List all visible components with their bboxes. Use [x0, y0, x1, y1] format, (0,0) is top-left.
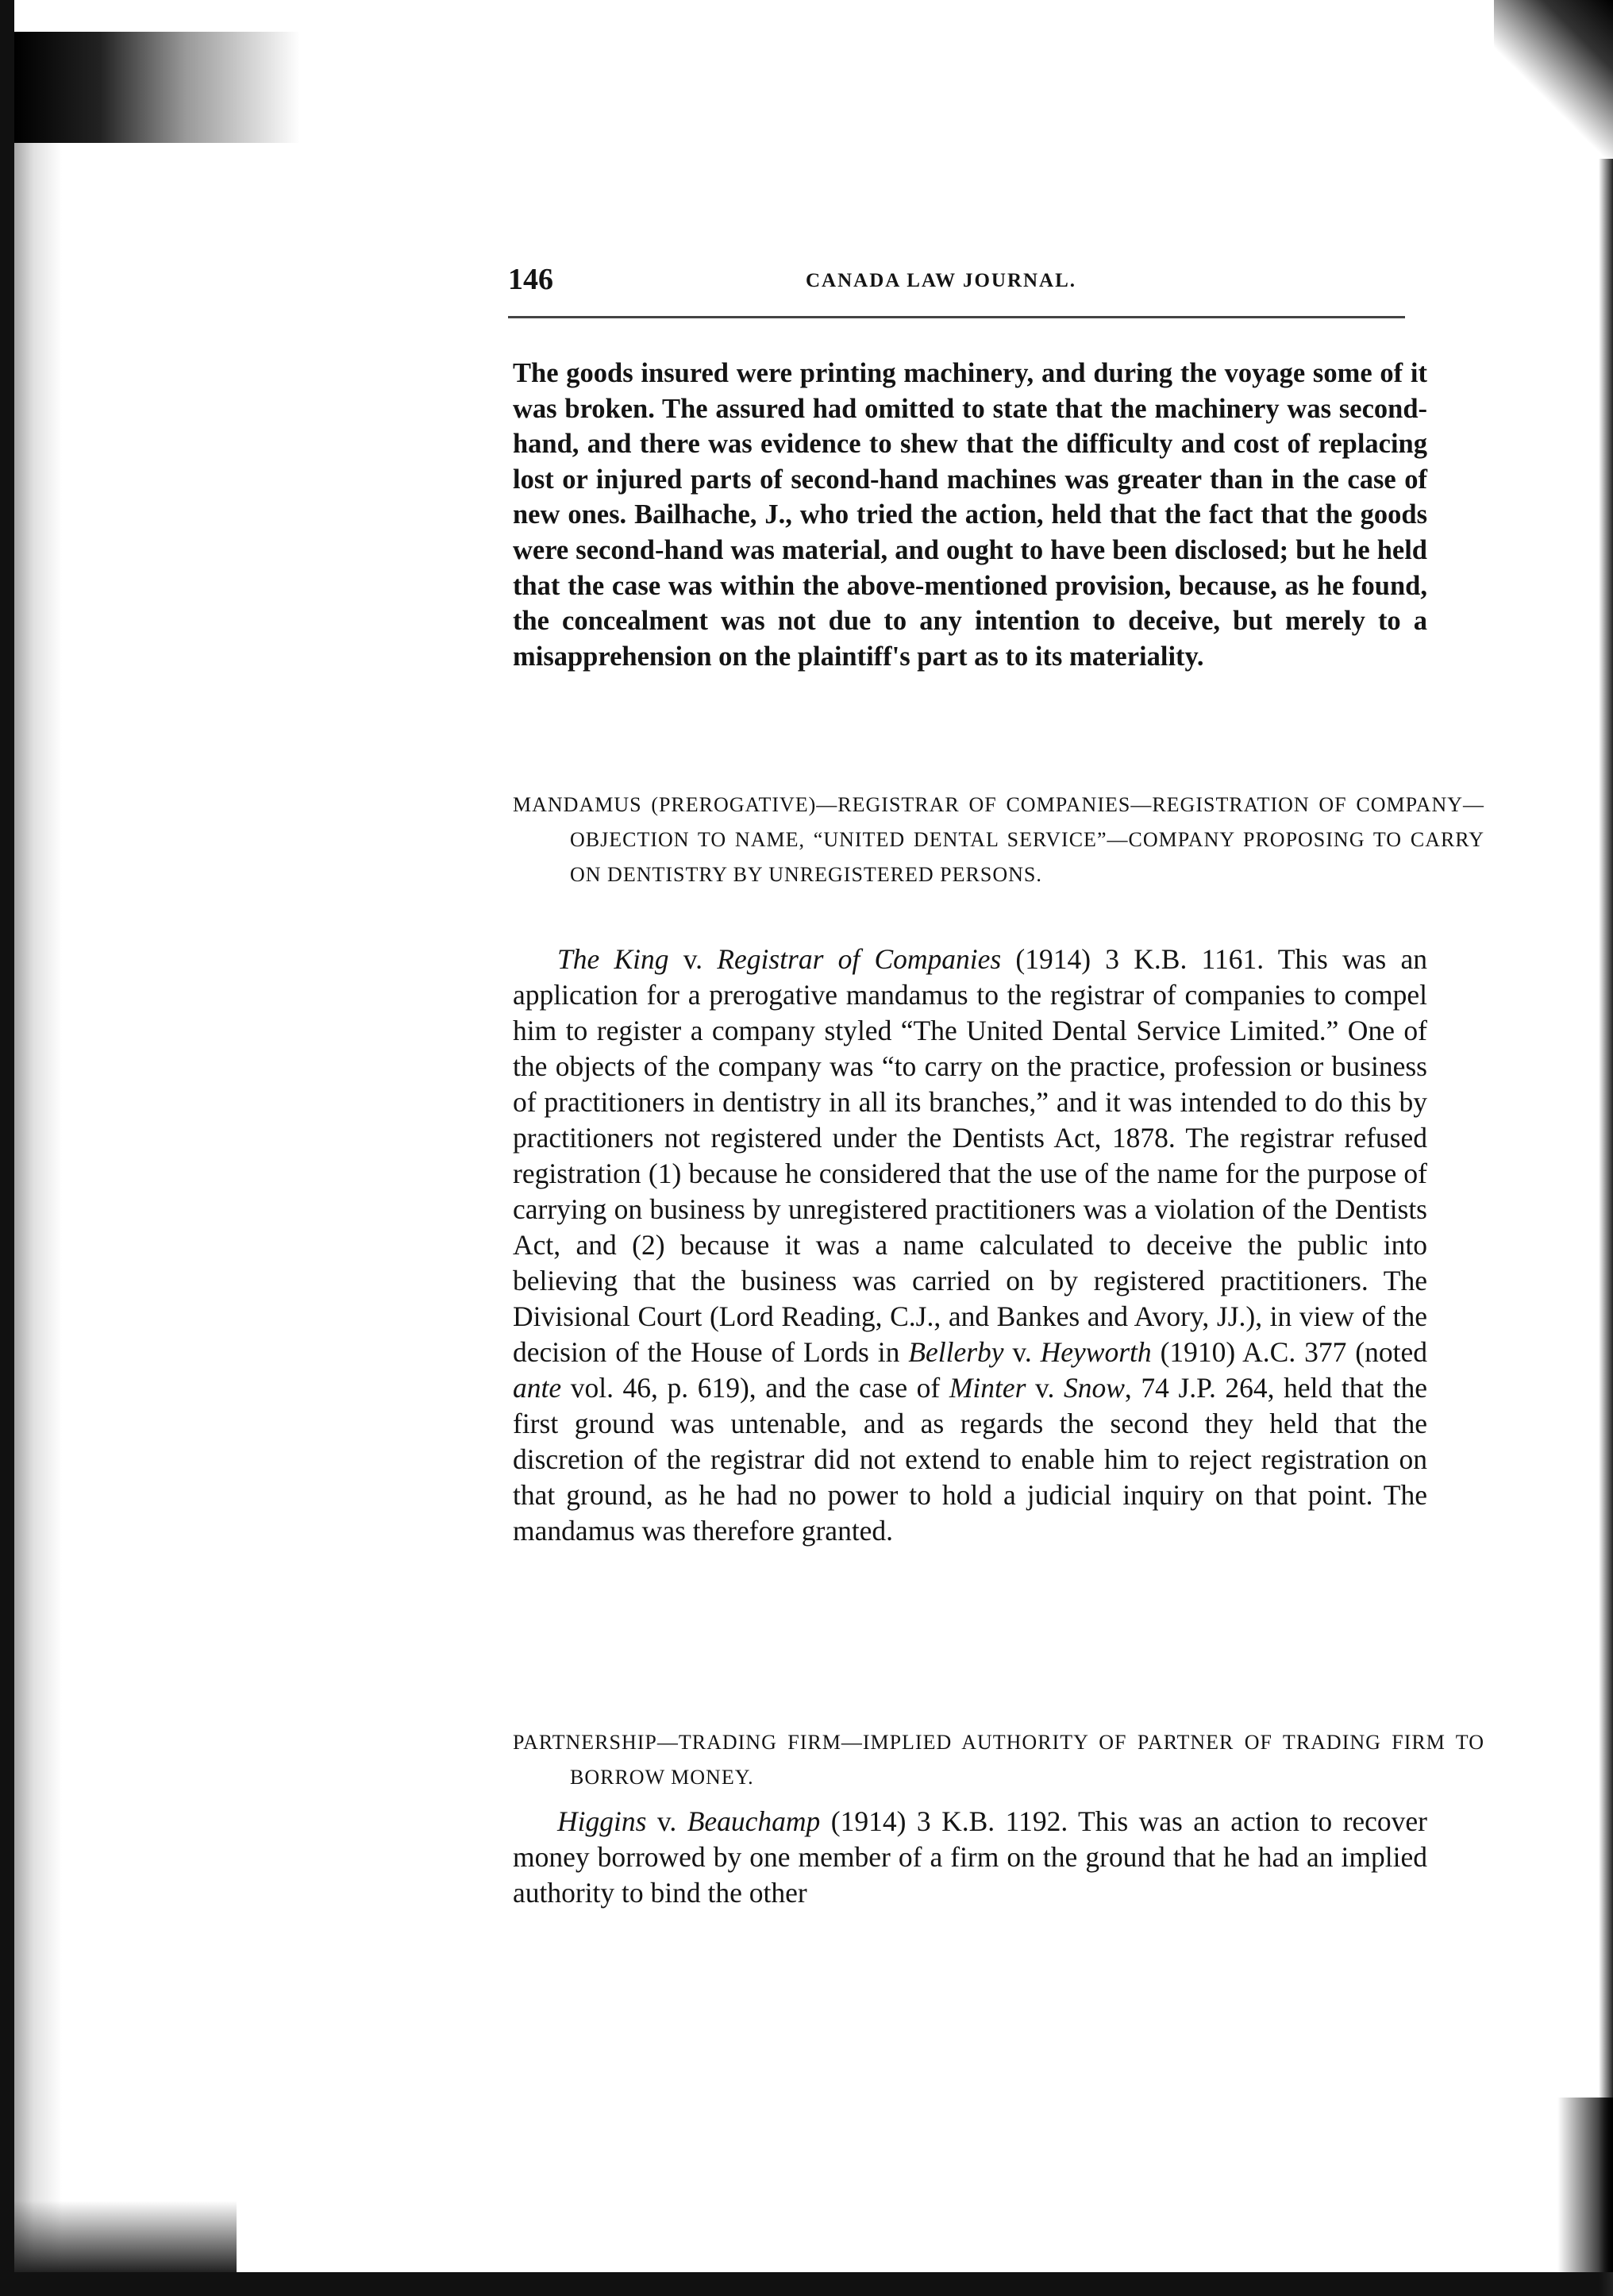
paragraph-1	[513, 356, 1427, 674]
case-v: v.	[646, 1805, 687, 1837]
ante: ante	[513, 1372, 562, 1404]
body-text-1: This was an application for a prerogative mandamus to the registrar of companies to compel him to register a company styled “The United Dental Service Limited.” One of the objects of the company was “to carry on the practice, profession or business of practitioners in dentistry in all its branches,” and it was intended to do this by practitioners not registered under the Dentists Act, 1878. The registrar refused registration (1) because he considered that the use of the name for the purpose of carrying on business by unregistered practitioners was a violation of the Dentists Act, and (2) because it was a name calculated to deceive the public into believing that the business was carried on by registered practitioners. The Divisional Court (Lord Reading, C.J., and Bankes and Avory, JJ.), in view of the decision of the House of Lords in	[513, 943, 1427, 1368]
journal-title: CANADA LAW JOURNAL.	[806, 270, 1077, 291]
scan-edge-left	[0, 0, 14, 2296]
scan-shadow-bottom-left	[14, 2201, 237, 2272]
citation: (1914) 3 K.B. 1161.	[1001, 943, 1265, 975]
scan-edge-right	[1599, 159, 1613, 2296]
body-text-4: , 74 J.P. 264, held that the first ground was untenable, and as regards the second they held that the discretion of the registrar did not extend to enable him to reject registration on that ground, as he had no power to hold a judicial inquiry on that point. The mandamus was therefore granted.	[513, 1372, 1427, 1547]
citation: (1914) 3 K.B. 1192.	[820, 1805, 1068, 1837]
case-name: Higgins	[557, 1805, 647, 1837]
ref-heyworth: Heyworth	[1040, 1336, 1152, 1368]
scan-shadow-bottom-right	[1557, 2098, 1613, 2272]
section-1-body	[513, 942, 1427, 1549]
section-1-paragraph	[513, 942, 1427, 1549]
ref-minter: Minter	[949, 1372, 1026, 1404]
scan-shadow-left	[14, 40, 252, 2296]
page-number: 146	[508, 263, 553, 296]
scan-shadow-top-right	[1494, 0, 1613, 159]
case-name-2: Beauchamp	[687, 1805, 821, 1837]
case-v: v.	[668, 943, 718, 975]
body-text-2: (1910) A.C. 377 (noted	[1151, 1336, 1427, 1368]
section-2-paragraph	[513, 1804, 1427, 1911]
scan-edge-bottom	[0, 2272, 1613, 2296]
section-2-heading: PARTNERSHIP—TRADING FIRM—IMPLIED AUTHORITY OF PARTNER OF TRADING FIRM TO BORROW MONEY.	[513, 1731, 1484, 1789]
section-1-heading: MANDAMUS (PREROGATIVE)—REGISTRAR OF COMPANIES—REGISTRATION OF COMPANY—OBJECTION TO NAME, “UNITED DENTAL SERVICE”—COMPANY PROPOSING TO CARRY ON DENTISTRY BY UNREGISTERED PERSONS.	[513, 793, 1484, 886]
ref-snow: Snow	[1063, 1372, 1125, 1404]
case-name: The King	[557, 943, 669, 975]
scan-binding-shadow	[14, 32, 300, 143]
page-header	[508, 262, 1429, 310]
ref-v-2: v.	[1026, 1372, 1064, 1404]
header-rule	[508, 316, 1405, 318]
ref-v-1: v.	[1003, 1336, 1041, 1368]
section-2-body	[513, 1804, 1427, 1911]
body-text-1: This was an action to recover money borrowed by one member of a firm on the ground that he had an implied authority to bind the other	[513, 1805, 1427, 1909]
case-name-2: Registrar of Companies	[717, 943, 1002, 975]
body-text-3: vol. 46, p. 619), and the case of	[561, 1372, 949, 1404]
ref-bellerby: Bellerby	[908, 1336, 1004, 1368]
paragraph-1-text: The goods insured were printing machinery, and during the voyage some of it was broken. The assured had omitted to state that the machinery was second-hand, and there was evidence to shew that the difficulty and cost of replacing lost or injured parts of second-hand machines was greater than in the case of new ones. Bailhache, J., who tried the action, held that the fact that the goods were second-hand was material, and ought to have been disclosed; but he held that the case was within the above-mentioned provision, because, as he found, the concealment was not due to any intention to deceive, but merely to a misapprehension on the plaintiff's part as to its materiality.	[513, 358, 1427, 672]
